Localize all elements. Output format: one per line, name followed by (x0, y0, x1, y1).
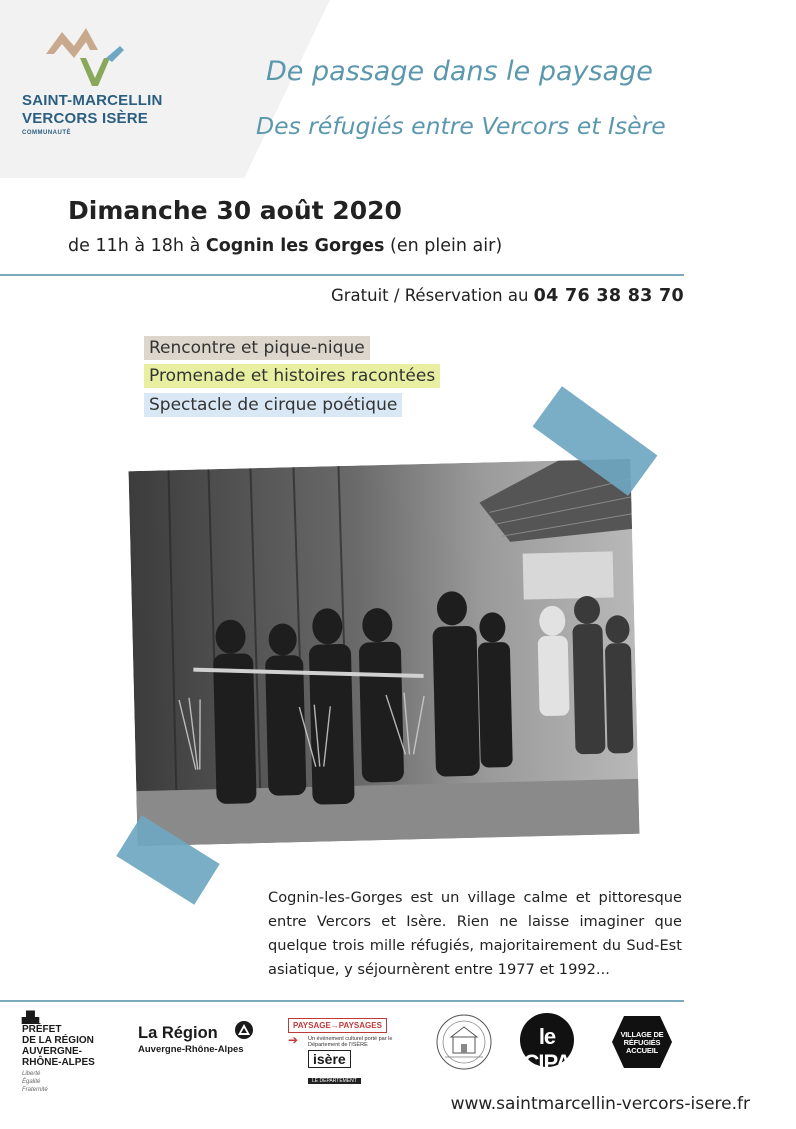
village-line: ACCUEIL (626, 1046, 658, 1055)
price-reservation (331, 286, 684, 306)
village-line: RÉFUGIÉS (623, 1038, 661, 1047)
isere-logo: isère (308, 1050, 351, 1068)
page-title: De passage dans le paysage (266, 56, 653, 87)
activity-item: Promenade et histoires racontées (144, 364, 440, 388)
village-logo-text (612, 1031, 672, 1055)
page-subtitle: Des réfugiés entre Vercors et Isère (256, 112, 666, 140)
motto-line: Liberté (22, 1071, 41, 1077)
paysage-logo (288, 1015, 400, 1087)
logo-text-line1: SAINT-MARCELLIN (22, 92, 163, 109)
prefet-line: RHÔNE-ALPES (22, 1057, 95, 1068)
divider-top (0, 274, 684, 276)
town-seal-icon (435, 1013, 493, 1071)
region-emblem-icon (234, 1020, 254, 1040)
region-name: La Région (138, 1024, 218, 1042)
region-sub: Auvergne-Rhône-Alpes (138, 1044, 244, 1055)
marianne-icon: ▟▙ (22, 1012, 39, 1024)
mountain-logo-icon (46, 24, 130, 94)
event-place: Cognin les Gorges (205, 236, 385, 256)
prefet-motto (22, 1070, 112, 1094)
motto-line: Égalité (22, 1079, 41, 1085)
prefet-line: DE LA RÉGION (22, 1035, 94, 1046)
event-time: de 11h à 18h à (68, 236, 206, 256)
motto-line: Fraternité (22, 1087, 48, 1093)
logo-text-line2: VERCORS ISÈRE (22, 110, 148, 127)
archive-photo (128, 459, 639, 846)
paysage-caption: Un événement culturel porté par le Département de l'ISÈRE (308, 1036, 393, 1048)
prefet-line: PRÉFET (22, 1024, 62, 1035)
paysage-box: PAYSAGE→PAYSAGES (288, 1018, 387, 1033)
logo-text-line3: COMMUNAUTÉ (22, 130, 71, 136)
event-place-note: (en plein air) (384, 236, 503, 256)
website-link[interactable]: www.saintmarcellin-vercors-isere.fr (450, 1094, 750, 1114)
isere-sub: LE DÉPARTEMENT (308, 1078, 361, 1084)
region-logo (138, 1024, 244, 1055)
event-time-place (68, 236, 502, 256)
prefet-line: AUVERGNE- (22, 1046, 83, 1057)
phone-number[interactable]: 04 76 38 83 70 (533, 286, 684, 306)
description-text: Cognin-les-Gorges est un village calme et pittoresque entre Vercors et Isère. Rien ne laisse imaginer que quelque trois mille réfugiés, majoritairement du Sud-Est asiatique, y séjournèrent entre 1977 et 1992... (268, 889, 682, 978)
prefet-logo (22, 1013, 112, 1094)
village-line: VILLAGE DE (620, 1030, 664, 1039)
activity-item: Rencontre et pique-nique (144, 336, 370, 360)
cipa-logo-text: le CIPA (523, 1024, 571, 1075)
price-text: Gratuit / Réservation au (330, 286, 534, 305)
arrow-right-icon: ➔ (288, 1033, 299, 1047)
activity-item: Spectacle de cirque poétique (144, 393, 402, 417)
event-date: Dimanche 30 août 2020 (68, 196, 402, 225)
divider-bottom (0, 1000, 684, 1002)
